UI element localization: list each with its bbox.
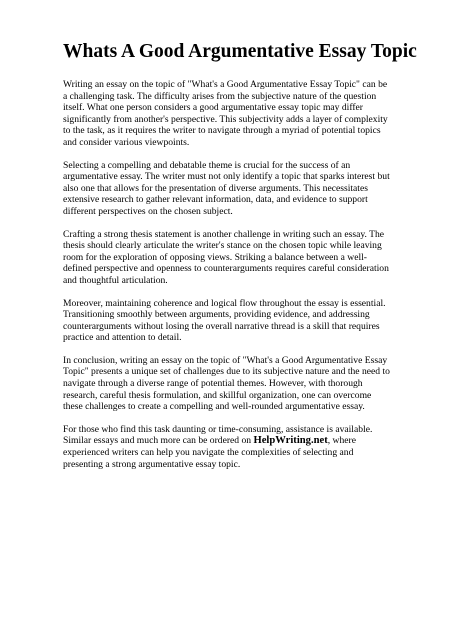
document-title: Whats A Good Argumentative Essay Topic: [63, 41, 417, 62]
paragraph-conclusion: In conclusion, writing an essay on the topic of "What's a Good Argumentative Essay Topic" presents a unique set of challenges due to its subjective nature and the need to navigate through a diverse range of potential themes. However, with thorough research, careful thesis formulation, and skillful organization, one can overcome these challenges to create a compelling and well-rounded argumentative essay.: [63, 354, 390, 413]
assistance-text-after: , where experienced writers can help you navigate the complexities of selecting and presenting a strong argumentative essay topic.: [63, 435, 356, 470]
assistance-text-before: For those who find this task daunting or time-consuming, assistance is available. Similar essays and much more can be ordered on: [63, 423, 373, 447]
paragraph-thesis: Crafting a strong thesis statement is another challenge in writing such an essay. The thesis should clearly articulate the writer's stance on the chosen topic while leaving room for the exploration of opposing views. Striking a balance between a well-defined perspective and openness to counterarguments requires careful consideration and thoughtful articulation.: [63, 228, 389, 286]
paragraph-coherence: Moreover, maintaining coherence and logical flow throughout the essay is essential. Transitioning smoothly between arguments, providing evidence, and addressing counterarguments without losing the overall narrative thread is a skill that requires practice and attention to detail.: [63, 297, 386, 344]
paragraph-intro: Writing an essay on the topic of "What's a Good Argumentative Essay Topic" can be a challenging task. The difficulty arises from the subjective nature of the question itself. What one person considers a good argumentative essay topic may differ significantly from another's perspective. This subjectivity adds a layer of complexity to the task, as it requires the writer to navigate through a myriad of potential topics and consider various viewpoints.: [63, 79, 388, 148]
helpwriting-link[interactable]: HelpWriting.net: [253, 435, 328, 447]
paragraph-theme: Selecting a compelling and debatable theme is crucial for the success of an argumentative essay. The writer must not only identify a topic that sparks interest but also one that allows for the presentation of diverse arguments. This necessitates extensive research to gather relevant information, data, and evidence to support different perspectives on the chosen subject.: [63, 159, 390, 217]
paragraph-assistance: [63, 424, 390, 470]
